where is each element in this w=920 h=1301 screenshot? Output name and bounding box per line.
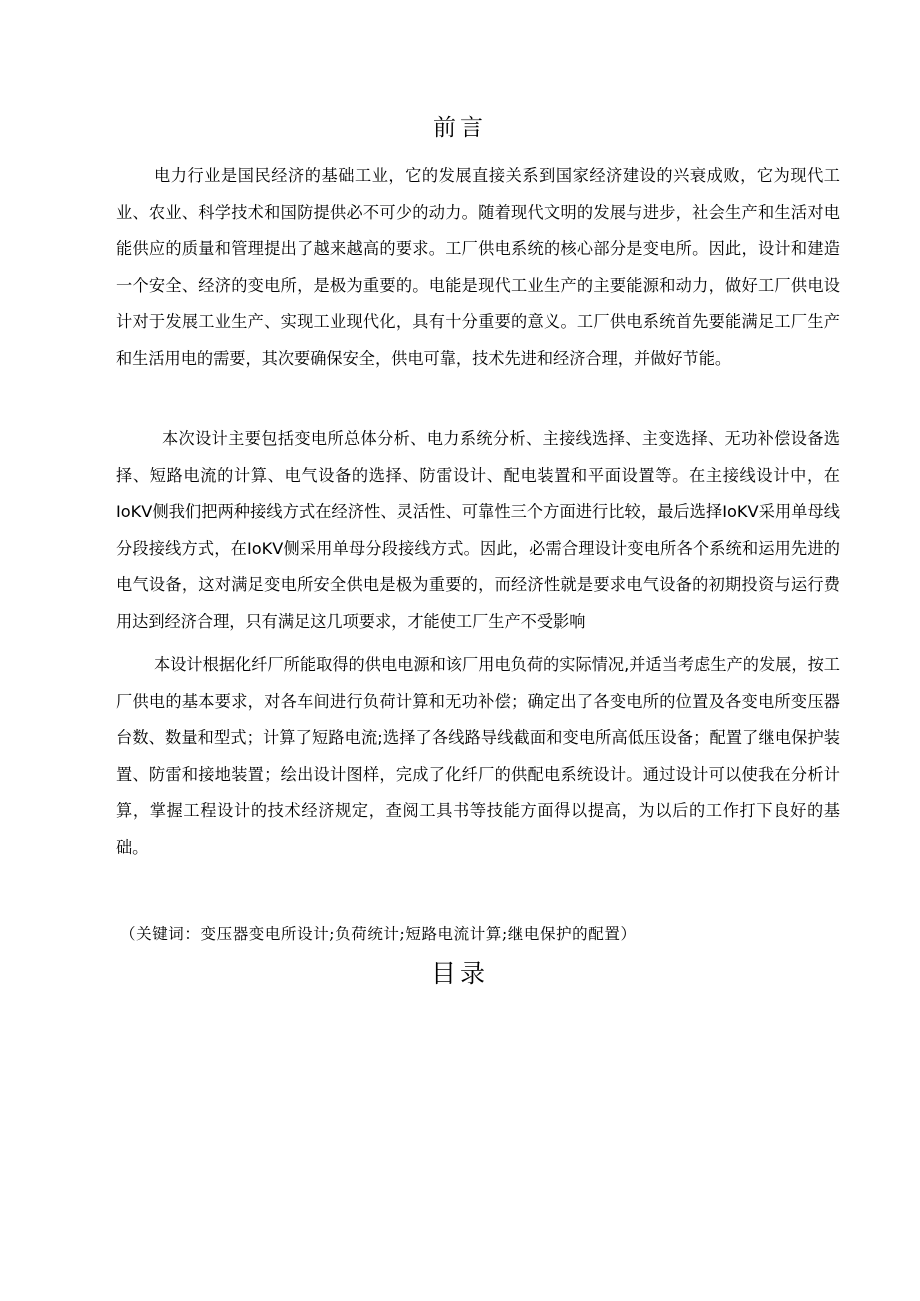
preface-paragraph-2: 本次设计主要包括变电所总体分析、电力系统分析、主接线选择、主变选择、无功补偿设备选择、短路电流的计算、电气设备的选择、防雷设计、配电装置和平面设置等。在主接线设计中，在IoKV侧我们把两种接线方式在经济性、灵活性、可靠性三个方面进行比较，最后选择IoKV采用单母线分段接线方式，在IoKV侧采用单母分段接线方式。因此，必需合理设计变电所各个系统和运用先进的电气设备，这对满足变电所安全供电是极为重要的，而经济性就是要求电气设备的初期投资与运行费用达到经济合理，只有满足这几项要求，才能使工厂生产不受影响 [116, 429, 840, 631]
toc-title: 目录 [430, 959, 489, 988]
keywords-line: （关键词：变压器变电所设计;负荷统计;短路电流计算;继电保护的配置） [120, 925, 637, 943]
preface-paragraph-3: 本设计根据化纤厂所能取得的供电电源和该厂用电负荷的实际情况,并适当考虑生产的发展，按工厂供电的基本要求，对各车间进行负荷计算和无功补偿；确定出了各变电所的位置及各变电所变压器台数、数量和型式；计算了短路电流;选择了各线路导线截面和变电所高低压设备；配置了继电保护装置、防雷和接地装置；绘出设计图样，完成了化纤厂的供配电系统设计。通过设计可以使我在分析计算，掌握工程设计的技术经济规定，查阅工具书等技能方面得以提高，为以后的工作打下良好的基础。 [116, 655, 840, 857]
preface-paragraph-1: 电力行业是国民经济的基础工业，它的发展直接关系到国家经济建设的兴衰成败，它为现代工业、农业、科学技术和国防提供必不可少的动力。随着现代文明的发展与进步，社会生产和生活对电能供应的质量和管理提出了越来越高的要求。工厂供电系统的核心部分是变电所。因此，设计和建造一个安全、经济的变电所，是极为重要的。电能是现代工业生产的主要能源和动力，做好工厂供电设计对于发展工业生产、实现工业现代化，具有十分重要的意义。工厂供电系统首先要能满足工厂生产和生活用电的需要，其次要确保安全，供电可靠，技术先进和经济合理，并做好节能。 [116, 166, 840, 368]
preface-title: 前言 [433, 115, 487, 141]
